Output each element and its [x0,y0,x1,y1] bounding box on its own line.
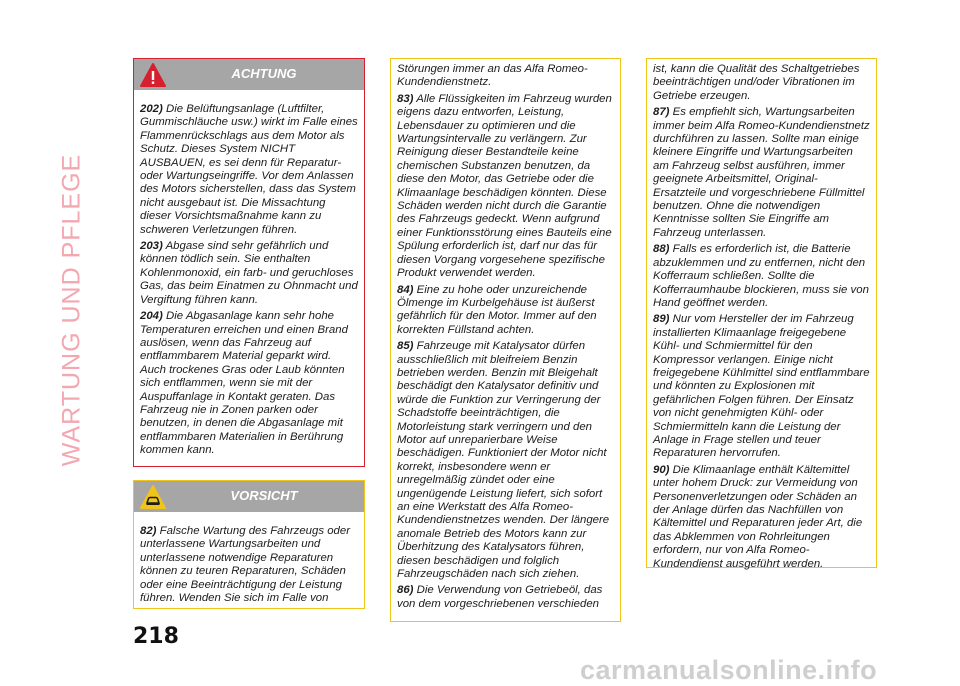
warning-title: ACHTUNG [231,66,297,81]
note-number: 82) [140,525,157,537]
note-text: Die Verwendung von Getriebeöl, das von dem vorgeschriebenen verschieden [397,584,603,610]
column2-paragraph [397,93,614,281]
note-text: Die Belüftungsanlage (Luftfilter, Gummischläuche usw.) wirkt im Falle eines Flammenrückschlags aus dem Motor als Schutz. Dieses System NICHT AUSBAUEN, es sei denn für Reparatur- oder Wartungseingriffe. Vor dem Anlassen des Motors sicherstellen, dass das System nicht ausgebaut ist. Die Missachtung dieser Vorsichtsmaßnahme kann zu schweren Verletzungen führen. [140,103,358,236]
note-text: Nur vom Hersteller der im Fahrzeug installierten Klimaanlage freigegebene Kühl- und Schmiermittel für den Kompressor verlangen. Einige nicht freigegebene Kühlmittel sind entflammbare und könnten zu Explosionen mit gefährlichen Folgen führen. Der Einsatz von nicht genehmigten Kühl- oder Schmiermitteln kann die Leistung der Anlage in Frage stellen und teuer Reparaturen hervorrufen. [653,313,870,460]
page-number: 218 [133,624,179,649]
note-number: 84) [397,283,414,296]
warning-paragraph [140,310,358,457]
note-number: 203) [140,240,163,253]
column2-paragraph [397,340,614,581]
note-text: Falls es erforderlich ist, die Batterie abzuklemmen und zu entfernen, nicht den Kofferraum schließen. Sollte die Kofferraumhaube blockieren, muss sie von Hand geöffnet werden. [653,243,869,309]
note-number: 87) [653,106,670,119]
caution-continuation-column [390,58,621,622]
caution-title: VORSICHT [230,488,298,503]
note-text: Fahrzeuge mit Katalysator dürfen ausschließlich mit bleifreiem Benzin betrieben werden. Benzin mit Bleigehalt beschädigt den Katalysator definitiv und würde die Funktion zur Verringerung der Schadstoffe beeinträchtigen, die Motorleistung stark verringern und den Motor auf unreparierbare Weise beschädigen. Funktioniert der Motor nicht korrekt, insbesondere wenn er unregelmäßig zündet oder eine ungenügende Leistung liefert, sich sofort an eine Werkstatt des Alfa Romeo-Kundendienstnetzes wenden. Der längere anomale Betrieb des Motors kann zur Überhitzung des Katalysators führen, diesen beschädigen und folglich Fahrzeugschäden nach sich ziehen. [397,340,610,581]
note-number: 88) [653,243,670,256]
note-text: Störungen immer an das Alfa Romeo-Kundendienstnetz. [397,63,588,89]
note-text: Die Klimaanlage enthält Kältemittel unter hohem Druck: zur Vermeidung von Personenverletzungen oder Schäden an der Anlage dürfen das Nachfüllen von Kältemittel und Reparaturen jeder Art, die das Abklemmen von Rohrleitungen erfordern, nur von Alfa Romeo-Kundendienst ausgeführt werden. [653,463,863,570]
note-number: 89) [653,313,670,326]
column2-paragraph [397,584,614,611]
watermark: carmanualsonline.info [580,655,878,685]
column3-paragraph [653,243,870,310]
note-number: 85) [397,340,414,353]
column3-text [647,59,876,571]
note-number: 204) [140,310,163,323]
note-text: Alle Flüssigkeiten im Fahrzeug wurden eigens dazu entworfen, Leistung, Lebensdauer zu optimieren und die Wartungsintervalle zu verlängern. Zur Reinigung dieser Bestandteile keine chemischen Substanzen benutzen, da diese den Motor, das Getriebe oder die Klimaanlage beschädigen könnten. Diese Schäden werden nicht durch die Garantie des Fahrzeugs gedeckt. Wenn aufgrund einer Funktionsstörung eines Bauteils eine Spülung erforderlich ist, darf nur das für diesen Vorgang vorgesehene spezifische Produkt verwendet werden. [397,92,612,280]
note-text: Eine zu hohe oder unzureichende Ölmenge im Kurbelgehäuse ist äußerst gefährlich für den Motor. Immer auf den korrekten Füllstand achten. [397,283,597,336]
caution-text [134,512,364,605]
note-text: Abgase sind sehr gefährlich und können tödlich sein. Sie enthalten Kohlenmonoxid, ein farb- und geruchloses Gas, das beim Einatmen zu Ohnmacht und Vergiftung führen kann. [140,240,358,306]
note-text: Es empfiehlt sich, Wartungsarbeiten immer beim Alfa Romeo-Kundendienstnetz durchführen zu lassen. Sollte man einige kleinere Eingriffe und Wartungsarbeiten am Fahrzeug selbst ausführen, immer geeignete Arbeitsmittel, Original-Ersatzteile und vorgeschriebene Füllmittel benutzen. Ohne die notwendigen Kenntnisse sollten Sie Eingriffe am Fahrzeug unterlassen. [653,106,870,239]
caution-paragraph [140,525,358,605]
note-text: ist, kann die Qualität des Schaltgetriebes beeinträchtigen und/oder Vibrationen im Getriebe erzeugen. [653,63,860,102]
warning-box [133,58,365,467]
column2-paragraph [397,284,614,338]
note-number: 90) [653,463,670,476]
note-number: 83) [397,92,414,105]
warning-header [134,59,364,90]
column3-paragraph [653,464,870,571]
caution-header [134,481,364,512]
column2-paragraph [397,63,614,90]
caution-box [133,480,365,609]
note-number: 202) [140,103,163,115]
warning-paragraph [140,103,358,237]
column2-text [391,59,620,611]
column3-paragraph [653,106,870,240]
warning-text [134,90,364,458]
warning-paragraph [140,240,358,307]
caution-continuation-column-2 [646,58,877,568]
note-text: Falsche Wartung des Fahrzeugs oder unterlassene Wartungsarbeiten und unterlassene notwendige Reparaturen können zu teuren Reparaturen, Schäden oder eine Beeinträchtigung der Leistung führen. Wenden Sie sich im Falle von [140,525,351,605]
note-number: 86) [397,584,414,597]
column3-paragraph [653,313,870,460]
side-title-text: WARTUNG UND PFLEGE [57,153,86,467]
note-text: Die Abgasanlage kann sehr hohe Temperaturen erreichen und einen Brand auslösen, wenn das Fahrzeug auf entflammbarem Material geparkt wird. Auch trockenes Gras oder Laub könnten sich entflammen, wenn sie mit der Auspuffanlage in Kontakt geraten. Das Fahrzeug nie in Zonen parken oder benutzen, in denen die Abgasanlage mit entflammbaren Materialien in Berührung kommen kann. [140,310,348,457]
column3-paragraph [653,63,870,103]
